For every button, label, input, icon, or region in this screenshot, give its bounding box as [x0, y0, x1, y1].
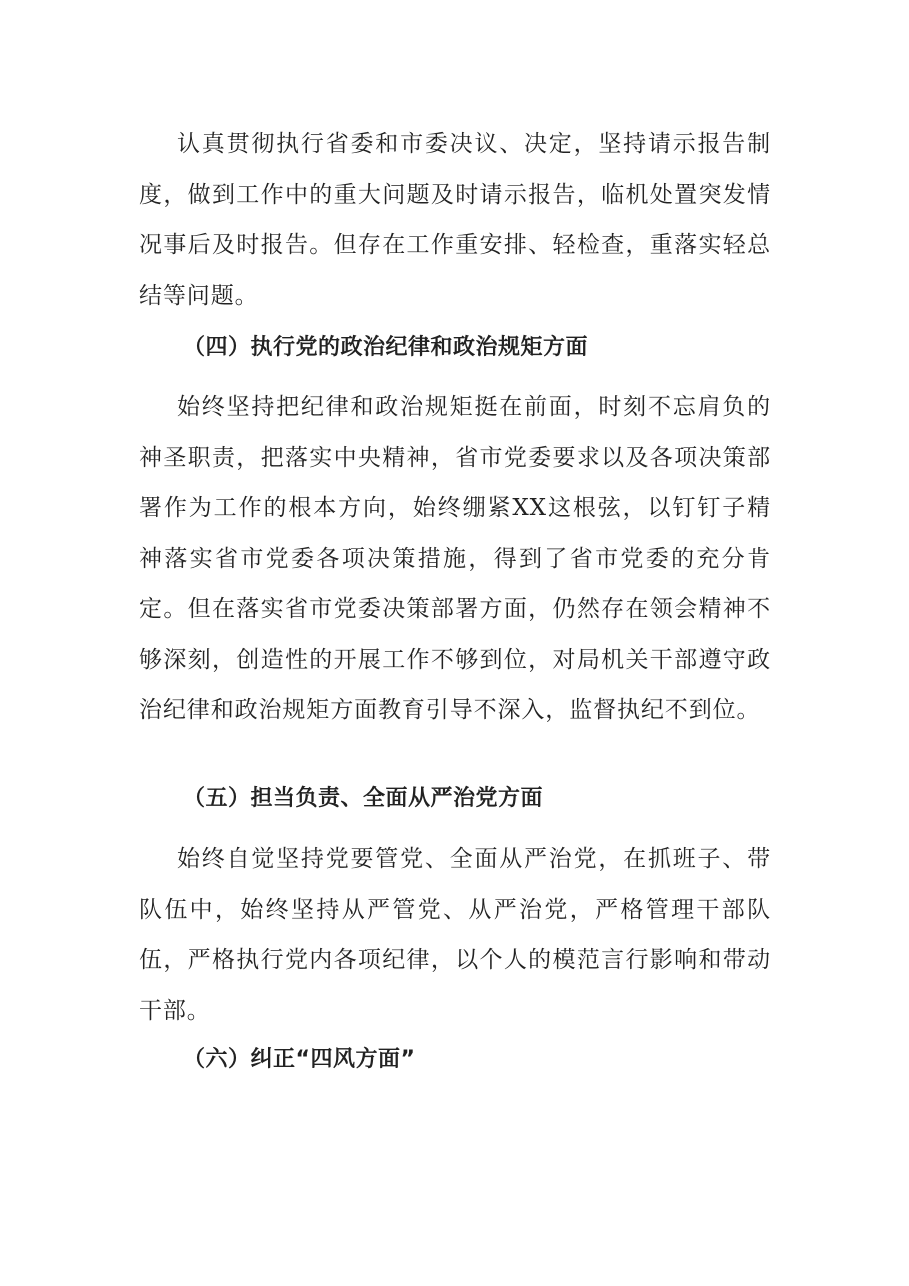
body-paragraph-political-discipline: 始终坚持把纪律和政治规矩挺在前面，时刻不忘肩负的神圣职责，把落实中央精神，省市党委要求以及各项决策部署作为工作的根本方向，始终绷紧XX这根弦，以钉钉子精神落实省市党委各项决策措施，得到了省市党委的充分肯定。但在落实省市党委决策部署方面，仍然存在领会精神不够深刻，创造性的开展工作不够到位，对局机关干部遵守政治纪律和政治规矩方面教育引导不深入，监督执纪不到位。 [139, 394, 771, 723]
body-paragraph-strict-governance: 始终自觉坚持党要管党、全面从严治党，在抓班子、带队伍中，始终坚持从严管党、从严治党，严格管理干部队伍，严格执行党内各项纪律，以个人的模范言行影响和带动干部。 [139, 846, 771, 1024]
section-heading-4: （四）执行党的政治纪律和政治规矩方面 [183, 335, 589, 360]
body-paragraph-party-reporting: 认真贯彻执行省委和市委决议、决定，坚持请示报告制度，做到工作中的重大问题及时请示报告，临机处置突发情况事后及时报告。但存在工作重安排、轻检查，重落实轻总结等问题。 [139, 131, 771, 309]
section-heading-6: （六）纠正“四风方面” [183, 1047, 416, 1072]
section-heading-5: （五）担当负责、全面从严治党方面 [183, 786, 544, 811]
